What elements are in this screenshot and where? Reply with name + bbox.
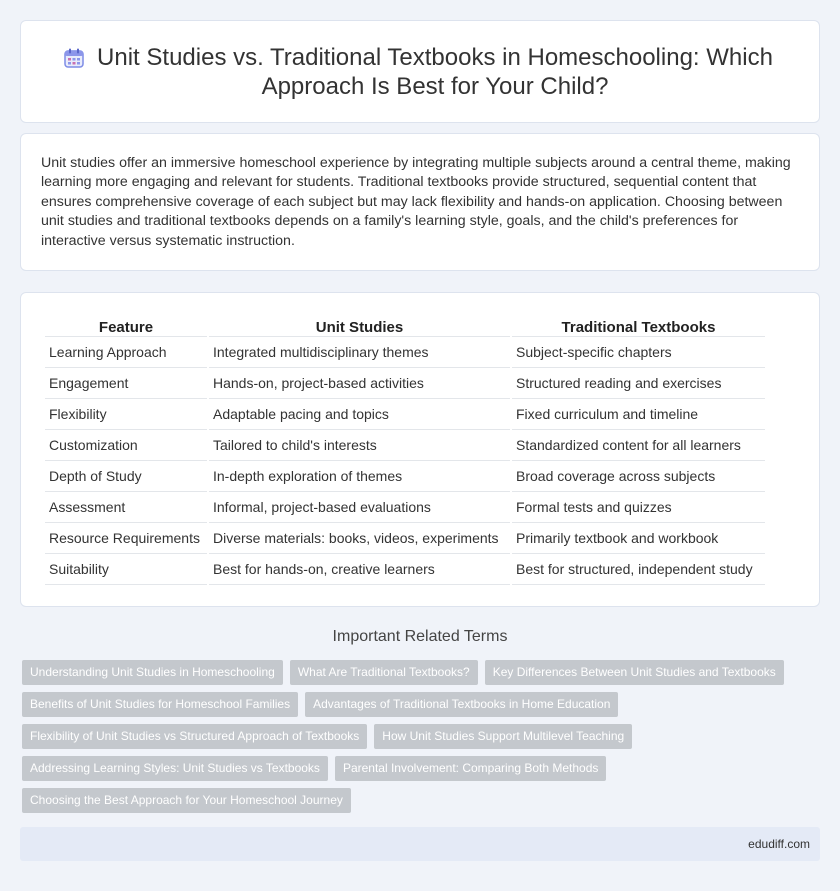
tag-row bbox=[22, 692, 812, 724]
related-term-link[interactable]: Parental Involvement: Comparing Both Methods bbox=[335, 756, 606, 781]
header-unit-studies: Unit Studies bbox=[209, 316, 510, 337]
footer bbox=[20, 827, 820, 861]
header-traditional-textbooks: Traditional Textbooks bbox=[512, 316, 765, 337]
related-term-link[interactable]: Advantages of Traditional Textbooks in Home Education bbox=[305, 692, 618, 717]
textbooks-cell: Primarily textbook and workbook bbox=[512, 523, 765, 554]
unit-studies-cell: Integrated multidisciplinary themes bbox=[209, 337, 510, 368]
unit-studies-cell: Best for hands-on, creative learners bbox=[209, 554, 510, 585]
textbooks-cell: Fixed curriculum and timeline bbox=[512, 399, 765, 430]
tag-row bbox=[22, 756, 812, 788]
header-feature: Feature bbox=[45, 316, 207, 337]
related-term-link[interactable]: Understanding Unit Studies in Homeschooling bbox=[22, 660, 283, 685]
textbooks-cell: Standardized content for all learners bbox=[512, 430, 765, 461]
tag-row bbox=[22, 788, 812, 820]
textbooks-cell: Broad coverage across subjects bbox=[512, 461, 765, 492]
table-row bbox=[45, 492, 765, 523]
table-row bbox=[45, 430, 765, 461]
related-term-link[interactable]: Flexibility of Unit Studies vs Structured Approach of Textbooks bbox=[22, 724, 367, 749]
related-terms-heading: Important Related Terms bbox=[332, 628, 508, 645]
table-row bbox=[45, 337, 765, 368]
feature-cell: Depth of Study bbox=[45, 461, 207, 492]
table-row bbox=[45, 554, 765, 585]
related-term-link[interactable]: Key Differences Between Unit Studies and Textbooks bbox=[485, 660, 784, 685]
related-term-link[interactable]: What Are Traditional Textbooks? bbox=[290, 660, 478, 685]
textbooks-cell: Subject-specific chapters bbox=[512, 337, 765, 368]
footer-site-link[interactable]: edudiff.com bbox=[748, 837, 810, 851]
textbooks-cell: Formal tests and quizzes bbox=[512, 492, 765, 523]
intro-card bbox=[20, 133, 820, 271]
table-row bbox=[45, 368, 765, 399]
table-row bbox=[45, 461, 765, 492]
table-row bbox=[45, 523, 765, 554]
comparison-table bbox=[43, 316, 767, 585]
tag-row bbox=[22, 660, 812, 692]
feature-cell: Flexibility bbox=[45, 399, 207, 430]
unit-studies-cell: Hands-on, project-based activities bbox=[209, 368, 510, 399]
related-term-link[interactable]: How Unit Studies Support Multilevel Teaching bbox=[374, 724, 632, 749]
unit-studies-cell: Tailored to child's interests bbox=[209, 430, 510, 461]
intro-paragraph: Unit studies offer an immersive homeschool experience by integrating multiple subjects around a central theme, making learning more engaging and relevant for students. Traditional textbooks provide structured, sequential content that ensures comprehensive coverage of each subject but may lack flexibility and hands-on application. Choosing between unit studies and traditional textbooks depends on a family's learning style, goals, and the child's preferences for interactive versus systematic instruction. bbox=[41, 155, 791, 249]
related-term-link[interactable]: Addressing Learning Styles: Unit Studies vs Textbooks bbox=[22, 756, 328, 781]
feature-cell: Assessment bbox=[45, 492, 207, 523]
table-row bbox=[45, 399, 765, 430]
unit-studies-cell: In-depth exploration of themes bbox=[209, 461, 510, 492]
textbooks-cell: Structured reading and exercises bbox=[512, 368, 765, 399]
unit-studies-cell: Informal, project-based evaluations bbox=[209, 492, 510, 523]
unit-studies-cell: Adaptable pacing and topics bbox=[209, 399, 510, 430]
feature-cell: Engagement bbox=[45, 368, 207, 399]
page-title: Unit Studies vs. Traditional Textbooks in Homeschooling: Which Approach Is Best for Your Child? bbox=[97, 44, 773, 100]
feature-cell: Suitability bbox=[45, 554, 207, 585]
related-terms-list bbox=[22, 660, 812, 820]
tag-row bbox=[22, 724, 812, 756]
feature-cell: Resource Requirements bbox=[45, 523, 207, 554]
comparison-card bbox=[20, 292, 820, 607]
feature-cell: Customization bbox=[45, 430, 207, 461]
title-card bbox=[20, 20, 820, 123]
feature-cell: Learning Approach bbox=[45, 337, 207, 368]
related-term-link[interactable]: Choosing the Best Approach for Your Homeschool Journey bbox=[22, 788, 351, 813]
related-term-link[interactable]: Benefits of Unit Studies for Homeschool Families bbox=[22, 692, 298, 717]
textbooks-cell: Best for structured, independent study bbox=[512, 554, 765, 585]
table-header-row bbox=[45, 316, 765, 337]
unit-studies-cell: Diverse materials: books, videos, experiments bbox=[209, 523, 510, 554]
